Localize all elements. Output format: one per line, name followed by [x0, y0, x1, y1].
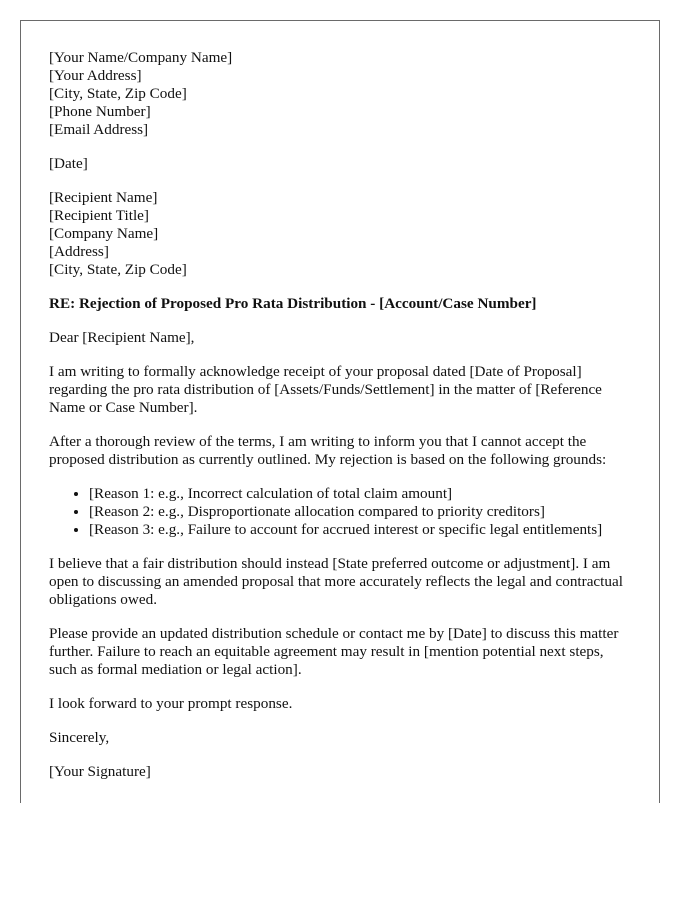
signoff: Sincerely, — [49, 729, 110, 746]
body-paragraph-4: Please provide an updated distribution schedule or contact me by [Date] to discuss this matter further. Failure to reach an equitable agreement may result in [mention potential next steps, such as formal mediation or legal action]. — [49, 625, 619, 678]
recipient-block — [49, 189, 631, 279]
recipient-title: [Recipient Title] — [49, 207, 149, 224]
body-paragraph-5: I look forward to your prompt response. — [49, 695, 293, 712]
recipient-name: [Recipient Name] — [49, 189, 158, 206]
letter-date: [Date] — [49, 155, 88, 172]
reason-item: • [Reason 1: e.g., Incorrect calculation of total claim amount] — [89, 485, 631, 503]
sender-city-state-zip: [City, State, Zip Code] — [49, 85, 187, 102]
recipient-city-state-zip: [City, State, Zip Code] — [49, 261, 187, 278]
salutation: Dear [Recipient Name], — [49, 329, 195, 346]
subject-line: RE: Rejection of Proposed Pro Rata Distribution - [Account/Case Number] — [49, 295, 537, 312]
reason-item: • [Reason 3: e.g., Failure to account for accrued interest or specific legal entitlements] — [89, 521, 631, 539]
body-paragraph-3: I believe that a fair distribution should instead [State preferred outcome or adjustment]. I am open to discussing an amended proposal that more accurately reflects the legal and contractual obligations owed. — [49, 555, 623, 608]
body-paragraph-1: I am writing to formally acknowledge receipt of your proposal dated [Date of Proposal] regarding the pro rata distribution of [Assets/Funds/Settlement] in the matter of [Reference Name or Case Number]. — [49, 363, 602, 416]
recipient-company: [Company Name] — [49, 225, 159, 242]
sender-block — [49, 49, 631, 139]
reasons-list — [49, 485, 631, 539]
sender-phone: [Phone Number] — [49, 103, 151, 120]
body-paragraph-2: After a thorough review of the terms, I am writing to inform you that I cannot accept the proposed distribution as currently outlined. My rejection is based on the following grounds: — [49, 433, 607, 468]
date-block — [49, 155, 631, 173]
recipient-address: [Address] — [49, 243, 109, 260]
signature: [Your Signature] — [49, 763, 151, 780]
sender-email: [Email Address] — [49, 121, 149, 138]
sender-name: [Your Name/Company Name] — [49, 49, 233, 66]
reason-item: • [Reason 2: e.g., Disproportionate allocation compared to priority creditors] — [89, 503, 631, 521]
sender-address: [Your Address] — [49, 67, 142, 84]
letter-page — [20, 20, 660, 803]
